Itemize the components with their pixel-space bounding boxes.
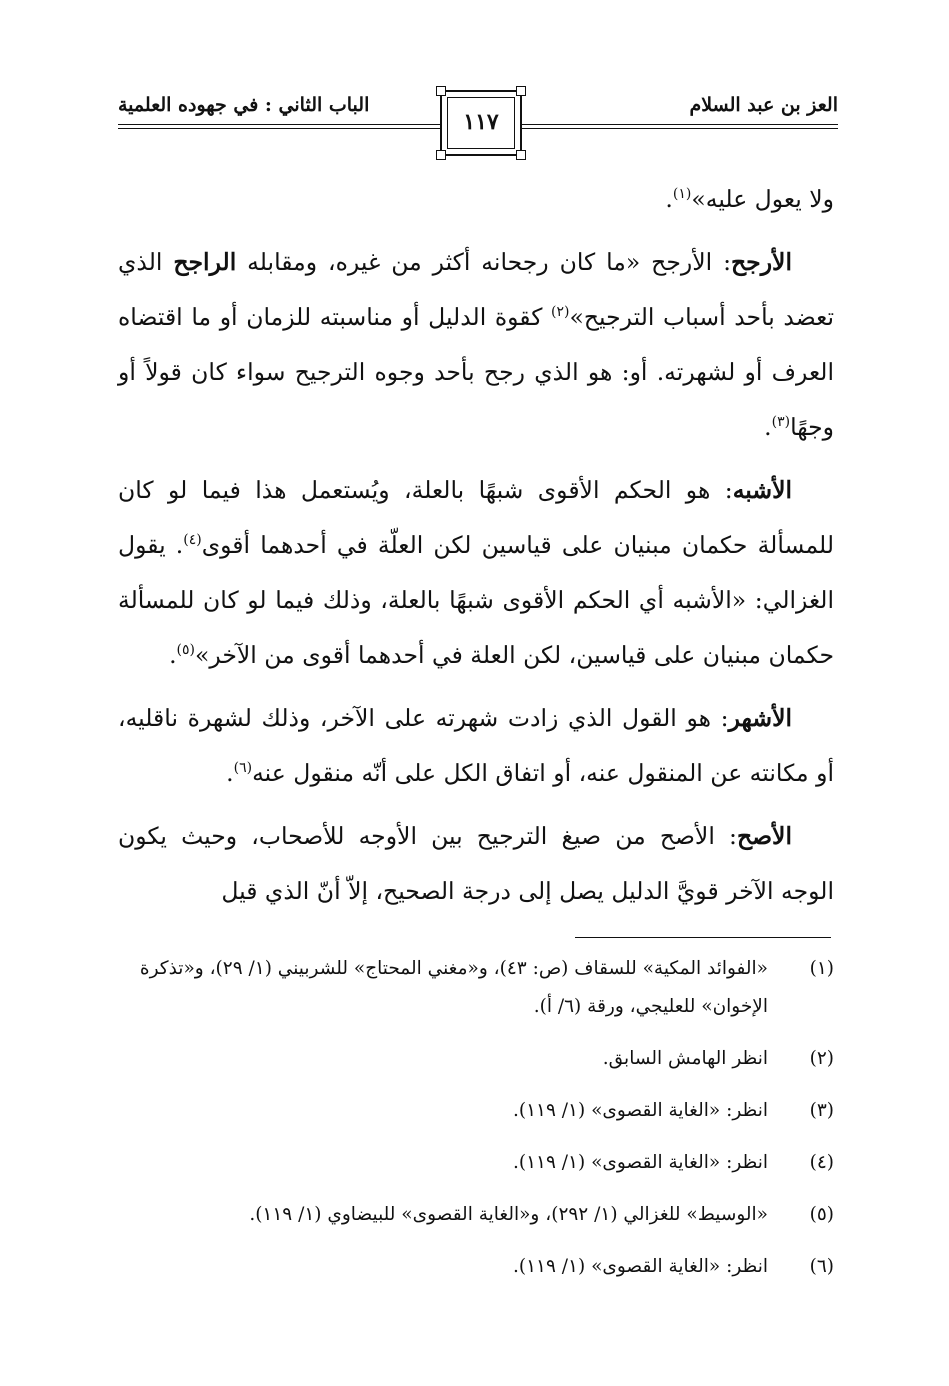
footnote-number: (١) <box>809 958 834 979</box>
footnote-number: (٣) <box>809 1100 834 1121</box>
footnote-ref: (٣) <box>771 414 791 431</box>
paragraph-text: الذي تعضد بأحد أسباب الترجيح» <box>118 248 834 331</box>
header-author: العز بن عبد السلام <box>684 94 838 116</box>
footnote-item <box>118 950 834 1026</box>
footnote-number: (٢) <box>809 1048 834 1069</box>
footnote-ref: (٢) <box>551 304 570 321</box>
term-heading: الأشبه <box>732 476 792 504</box>
footnote-item <box>118 1144 834 1182</box>
frame-corner-ornament <box>436 86 446 96</box>
footnotes <box>118 950 834 1300</box>
page-number-frame <box>440 90 522 156</box>
footnote-item <box>118 1092 834 1130</box>
paragraph-text: : هو الحكم الأقوى شبهًا بالعلة، ويُستعمل هذا فيما لو كان للمسألة حكمان مبنيان على قياسين لكن العلّة في أحدهما أقوى <box>118 476 834 559</box>
term-inline: الراجح <box>173 248 237 276</box>
footnote-ref: (٦) <box>233 760 253 777</box>
paragraph-continuation <box>118 172 834 227</box>
paragraph-text: ولا يعول عليه» <box>691 185 834 213</box>
footnote-number: (٥) <box>809 1204 834 1225</box>
paragraph-ashhar <box>118 691 834 801</box>
footnote-ref: (٥) <box>176 642 196 659</box>
footnote-text: انظر: «الغاية القصوى» (١/ ١١٩). <box>512 1100 768 1121</box>
footnote-item <box>118 1040 834 1078</box>
footnote-text: «الفوائد المكية» للسقاف (ص: ٤٣)، و«مغني المحتاج» للشربيني (١/ ٢٩)، و«تذكرة الإخوان» للعليجي، ورقة (٦/ أ). <box>139 958 768 1017</box>
paragraph-arjah <box>118 235 834 455</box>
paragraph-text: : هو القول الذي زادت شهرته على الآخر، وذلك لشهرة ناقليه، أو مكانته عن المنقول عنه، أو اتفاق الكل على أنّه منقول عنه <box>118 704 834 787</box>
footnote-separator <box>575 937 831 938</box>
footnote-item <box>118 1248 834 1286</box>
term-heading: الأشهر <box>728 704 792 732</box>
footnote-item <box>118 1196 834 1234</box>
paragraph-text: : الأرجح «ما كان رجحانه أكثر من غيره، ومقابله <box>236 248 732 276</box>
paragraph-end: . <box>764 413 772 441</box>
footnote-text: انظر: «الغاية القصوى» (١/ ١١٩). <box>512 1152 768 1173</box>
paragraph-text: كقوة الدليل أو مناسبته للزمان أو ما اقتضاه العرف أو لشهرته. أو: هو الذي رجح بأحد وجوه الترجيح سواء كان قولاً أو وجهًا <box>118 303 834 441</box>
footnote-text: «الوسيط» للغزالي (١/ ٢٩٢)، و«الغاية القصوى» للبيضاوي (١/ ١١٩). <box>249 1204 768 1225</box>
footnote-number: (٤) <box>809 1152 834 1173</box>
frame-corner-ornament <box>436 150 446 160</box>
paragraph-ashbah <box>118 463 834 683</box>
paragraph-end: . <box>665 185 673 213</box>
term-heading: الأرجح <box>731 248 792 276</box>
term-heading: الأصح <box>736 822 792 850</box>
paragraph-asah <box>118 809 834 919</box>
footnote-text: انظر: «الغاية القصوى» (١/ ١١٩). <box>512 1256 768 1277</box>
footnote-ref: (١) <box>672 186 692 203</box>
header-chapter: الباب الثاني : في جهوده العلمية <box>118 94 375 116</box>
frame-corner-ornament <box>516 86 526 96</box>
page-number: ١١٧ <box>463 109 499 135</box>
frame-corner-ornament <box>516 150 526 160</box>
paragraph-text: . يقول الغزالي: «الأشبه أي الحكم الأقوى شبهًا بالعلة، وذلك فيما لو كان للمسألة حكمان مبنيان على قياسين، لكن العلة في أحدهما أقوى من الآخر» <box>118 531 834 669</box>
footnote-text: انظر الهامش السابق. <box>602 1048 768 1069</box>
main-text <box>118 172 834 927</box>
paragraph-text: : الأصح من صيغ الترجيح بين الأوجه للأصحاب، وحيث يكون الوجه الآخر قويَّ الدليل يصل إلى درجة الصحيح، إلاّ أنّ الذي قيل <box>118 822 834 905</box>
running-header <box>118 84 838 164</box>
paragraph-end: . <box>169 641 177 669</box>
paragraph-end: . <box>226 759 234 787</box>
footnote-ref: (٤) <box>183 532 202 549</box>
footnote-number: (٦) <box>809 1256 834 1277</box>
